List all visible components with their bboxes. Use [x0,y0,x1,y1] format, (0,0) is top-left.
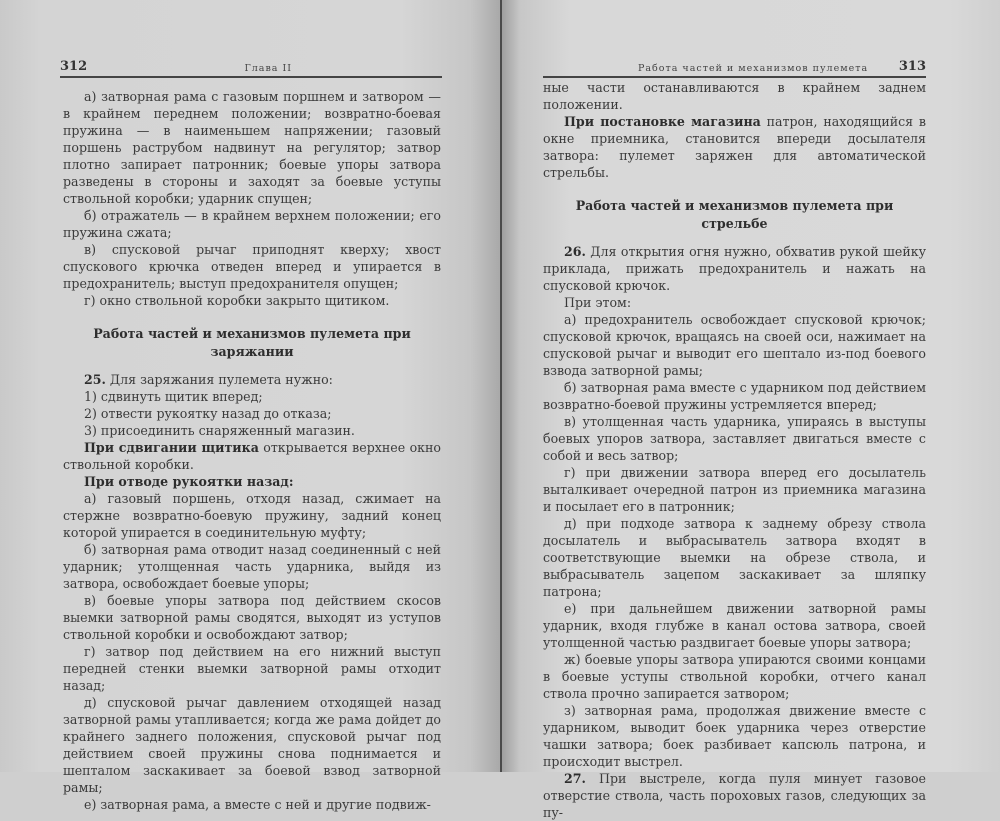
paragraph [63,405,441,422]
paragraph [543,515,926,600]
paragraph [543,600,926,651]
paragraph-text: а) газовый поршень, отходя назад, сжимает на стержне возвратно-боевую пружину, задний конец которой упирается в соединительную муфту; [63,491,441,540]
paragraph-text: ные части останавливаются в крайнем заднем положении. [543,80,926,112]
paragraph [63,439,441,473]
paragraph-text: б) затворная рама вместе с ударником под действием возвратно-боевой пружины устремляется вперед; [543,380,926,412]
paragraph [63,694,441,796]
paragraph [543,464,926,515]
bold-lead: 25. [84,372,106,387]
left-page-header [60,58,442,78]
paragraph [63,592,441,643]
paragraph-text: г) окно ствольной коробки закрыто щитиком. [84,293,390,308]
left-page [0,0,500,812]
paragraph [543,702,926,770]
paragraph [63,207,441,241]
paragraph-text: д) спусковой рычаг давлением отходящей назад затворной рамы утапливается; когда же рама дойдет до крайнего заднего положения, спусковой рычаг под действием своей пружины снова поднимается и шепталом заскакивает за боевой взвод затворной рамы; [63,695,441,795]
section-heading: Работа частей и механизмов пулемета при стрельбе [575,198,894,231]
paragraph [63,541,441,592]
paragraph [543,379,926,413]
paragraph-text: б) затворная рама отводит назад соединенный с ней ударник; утолщенная часть ударника, выйдя из затвора, освобождает боевые упоры; [63,542,441,591]
paragraph-text: г) при движении затвора вперед его досылатель выталкивает очередной патрон из приемника магазина и посылает его в патронник; [543,465,926,514]
paragraph-text: Для открытия огня нужно, обхватив рукой шейку приклада, прижать предохранитель и нажать на спусковой крючок. [543,244,926,293]
paragraph [543,79,926,113]
paragraph [543,294,926,311]
paragraph [63,371,441,388]
paragraph [63,388,441,405]
paragraph-text: Для заряжания пулемета нужно: [105,372,333,387]
paragraph-text: а) затворная рама с газовым поршнем и затвором — в крайнем переднем положении; возвратно-боевая пружина — в наименьшем напряжении; газовый поршень раструбом надвинут на регулятор; затвор плотно запирает патронник; боевые упоры затвора разведены в стороны и заходят за боевые уступы ствольной коробки; ударник спущен; [63,89,441,206]
paragraph-text: е) затворная рама, а вместе с ней и другие подвиж- [84,797,431,812]
left-page-body [63,88,441,813]
paragraph-text: д) при подходе затвора к заднему обрезу ствола досылатель и выбрасыватель затвора входят в соответствующие выемки на обрезе ствола, и выбрасыватель зацепом заскакивает за шляпку патрона; [543,516,926,599]
paragraph-text: б) отражатель — в крайнем верхнем положении; его пружина сжата; [63,208,441,240]
paragraph-text: в) спусковой рычаг приподнят кверху; хвост спускового крючка отведен вперед и упирается в предохранитель; выступ предохранителя опущен; [63,242,441,291]
paragraph [543,311,926,379]
paragraph [543,651,926,702]
paragraph-text: При выстреле, когда пуля минует газовое отверстие ствола, часть пороховых газов, следующих за пу- [543,771,926,820]
paragraph-text: з) затворная рама, продолжая движение вместе с ударником, выводит боек ударника через отверстие чашки затвора; боек разбивает капсюль патрона, и происходит выстрел. [543,703,926,769]
right-page-header [543,58,926,78]
bold-lead: 26. [564,244,586,259]
paragraph-text: 2) отвести рукоятку назад до отказа; [84,406,332,421]
right-page [500,0,1000,820]
paragraph-text: ж) боевые упоры затвора упираются своими концами в боевые уступы ствольной коробки, отчего канал ствола прочно запирается затвором; [543,652,926,701]
paragraph [63,292,441,309]
bold-lead: При постановке магазина [564,114,761,129]
paragraph-text: а) предохранитель освобождает спусковой крючок; спусковой крючок, вращаясь на своей оси, нажимает на спусковой рычаг и выводит его шептало из-под боевого взвода затворной рамы; [543,312,926,378]
page-number: 313 [898,59,926,74]
paragraph-text: При этом: [564,295,632,310]
paragraph-text: открывается верхнее окно ствольной коробки. [63,440,441,472]
running-head: Глава II [244,63,292,74]
paragraph-text: патрон, находящийся в окне приемника, становится впереди досылателя затвора: пулемет заряжен для автоматической стрельбы. [543,114,926,180]
book-gutter [500,0,502,772]
paragraph [543,243,926,294]
paragraph-text: г) затвор под действием на его нижний выступ передней стенки выемки затворной рамы отходит назад; [63,644,441,693]
paragraph [63,88,441,207]
running-head: Работа частей и механизмов пулемета [638,63,869,74]
paragraph [543,770,926,821]
section-heading: Работа частей и механизмов пулемета при заряжании [93,326,411,359]
paragraph-text: 3) присоединить снаряженный магазин. [84,423,355,438]
page-number: 312 [60,59,88,74]
paragraph [63,643,441,694]
paragraph-text: в) боевые упоры затвора под действием скосов выемки затворной рамы сводятся, выходят из уступов ствольной коробки и освобождают затвор; [63,593,441,642]
paragraph [63,241,441,292]
paragraph [63,490,441,541]
right-page-body [543,79,926,821]
paragraph [63,473,441,490]
paragraph [63,796,441,813]
paragraph [63,422,441,439]
paragraph [543,113,926,181]
paragraph-text: в) утолщенная часть ударника, упираясь в выступы боевых упоров затвора, заставляет двигаться вместе с собой и весь затвор; [543,414,926,463]
bold-lead: При сдвигании щитика [84,440,259,455]
paragraph-text: е) при дальнейшем движении затворной рамы ударник, входя глубже в канал остова затвора, своей утолщенной частью раздвигает боевые упоры затвора; [543,601,926,650]
bold-lead: При отводе рукоятки назад: [84,474,294,489]
paragraph-text: 1) сдвинуть щитик вперед; [84,389,263,404]
bold-lead: 27. [564,771,586,786]
paragraph [543,413,926,464]
